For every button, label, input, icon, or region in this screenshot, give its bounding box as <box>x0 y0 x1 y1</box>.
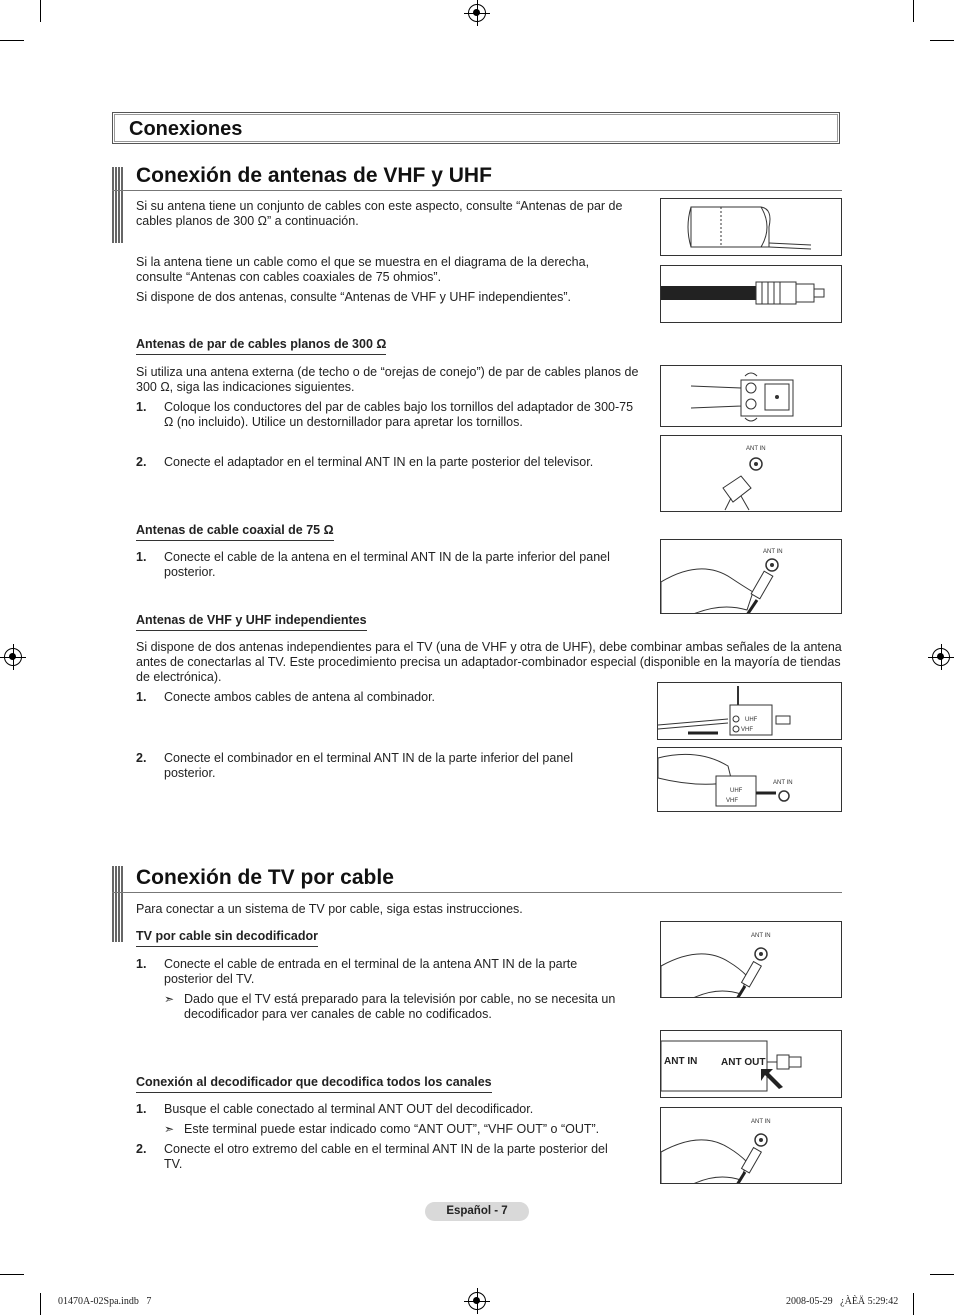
registration-mark-icon <box>4 648 22 666</box>
crop-mark <box>40 1293 41 1315</box>
crop-mark <box>913 1293 914 1315</box>
figure-adapter-ant-in <box>660 435 842 512</box>
heading-rule <box>112 190 842 191</box>
step-number: 1. <box>136 957 147 971</box>
nodec-note: Dado que el TV está preparado para la televisión por cable, no se necesita un decodificador para ver canales de cable no codificados. <box>184 992 616 1021</box>
note-arrow-icon: ➣ <box>164 1122 175 1136</box>
footer-file-info: 01470A-02Spa.indb 7 <box>58 1296 152 1307</box>
figure-combiner-ant-in <box>657 747 842 812</box>
vhf-label: VHF <box>741 727 753 733</box>
step-number: 1. <box>136 550 147 564</box>
footer-timestamp: 2008-05-29 ¿ÀÈÄ 5:29:42 <box>786 1296 899 1307</box>
ant-out-label: ANT OUT <box>721 1057 766 1068</box>
note-arrow-icon: ➣ <box>164 992 175 1006</box>
figure-decoder-cable-ant-in <box>660 1107 842 1184</box>
figure-hand-coax-ant-in <box>660 539 842 614</box>
figure-combiner <box>657 682 842 740</box>
nodec-step-1: Conecte el cable de entrada en el terminal de la antena ANT IN de la parte posterior del TV. <box>164 957 578 986</box>
crop-mark <box>40 0 41 22</box>
ant-in-label: ANT IN <box>763 549 783 555</box>
subheading-no-decoder: TV por cable sin decodificador <box>136 929 318 947</box>
crop-mark <box>930 1274 954 1275</box>
sep-intro: Si dispone de dos antenas independientes para el TV (una de VHF y otra de UHF), debe combinar ambas señales de la antena antes de conectarlas al TV. Este procedimiento precisa un adaptador-combinador especial (disponible en la mayoría de tiendas de electrónica). <box>136 640 842 684</box>
subheading-coaxial-antennas: Antenas de cable coaxial de 75 Ω <box>136 523 334 541</box>
ant-in-label: ANT IN <box>664 1056 698 1067</box>
sep-step-1: Conecte ambos cables de antena al combinador. <box>164 690 436 704</box>
heading-antennas: Conexión de antenas de VHF y UHF <box>136 164 492 187</box>
crop-mark <box>913 0 914 22</box>
step-number: 1. <box>136 400 147 414</box>
page-number-badge: Español - 7 <box>425 1202 529 1221</box>
flat-step-1: Coloque los conductores del par de cables bajo los tornillos del adaptador de 300-75 Ω (no incluido). Utilice un destornillador para apretar los tornillos. <box>164 400 634 429</box>
flat-step-2: Conecte el adaptador en el terminal ANT IN en la parte posterior del televisor. <box>164 455 594 469</box>
step-number: 2. <box>136 1142 147 1156</box>
registration-mark-icon <box>932 648 950 666</box>
ant-in-label: ANT IN <box>773 780 793 786</box>
uhf-label: UHF <box>745 717 758 723</box>
dec-note: Este terminal puede estar indicado como “ANT OUT”, “VHF OUT” o “OUT”. <box>184 1122 600 1136</box>
heading-rule <box>112 892 842 893</box>
coax-step-1: Conecte el cable de la antena en el terminal ANT IN de la parte inferior del panel posterior. <box>164 550 610 579</box>
crop-mark <box>0 40 24 41</box>
sep-step-2: Conecte el combinador en el terminal ANT IN de la parte inferior del panel posterior. <box>164 751 574 780</box>
registration-mark-icon <box>468 4 486 22</box>
cable-intro: Para conectar a un sistema de TV por cable, siga estas instrucciones. <box>136 902 523 916</box>
figure-decoder-ant-out <box>660 1030 842 1098</box>
subheading-decoder: Conexión al decodificador que decodifica todos los canales <box>136 1075 492 1093</box>
heading-bar <box>112 167 124 243</box>
intro-paragraph-2: Si la antena tiene un cable como el que se muestra en el diagrama de la derecha, consulte “Antenas con cables coaxiales de 75 ohmios”. <box>136 255 590 284</box>
figure-coaxial-cable <box>660 265 842 323</box>
intro-paragraph-3: Si dispone de dos antenas, consulte “Antenas de VHF y UHF independientes”. <box>136 290 571 304</box>
heading-cable-tv: Conexión de TV por cable <box>136 866 394 889</box>
step-number: 1. <box>136 1102 147 1116</box>
figure-twin-lead-cable <box>660 198 842 256</box>
ant-in-label: ANT IN <box>751 933 771 939</box>
figure-adapter-300-75 <box>660 365 842 427</box>
uhf-label: UHF <box>730 788 743 794</box>
intro-paragraph-1: Si su antena tiene un conjunto de cables con este aspecto, consulte “Antenas de par de cables planos de 300 Ω” a continuación. <box>136 199 623 228</box>
subheading-separate-antennas: Antenas de VHF y UHF independientes <box>136 613 367 631</box>
step-number: 1. <box>136 690 147 704</box>
heading-bar <box>112 866 124 942</box>
flat-intro: Si utiliza una antena externa (de techo o de “orejas de conejo”) de par de cables planos de 300 Ω, siga las indicaciones siguientes. <box>136 365 639 394</box>
dec-step-1: Busque el cable conectado al terminal ANT OUT del decodificador. <box>164 1102 534 1116</box>
step-number: 2. <box>136 455 147 469</box>
subheading-flat-antennas: Antenas de par de cables planos de 300 Ω <box>136 337 386 355</box>
section-header <box>112 112 840 144</box>
figure-cable-ant-in <box>660 921 842 998</box>
crop-mark <box>0 1274 24 1275</box>
dec-step-2: Conecte el otro extremo del cable en el terminal ANT IN de la parte posterior del TV. <box>164 1142 608 1171</box>
registration-mark-icon <box>468 1292 486 1310</box>
crop-mark <box>930 40 954 41</box>
step-number: 2. <box>136 751 147 765</box>
vhf-label: VHF <box>726 798 738 804</box>
section-title: Conexiones <box>129 118 243 140</box>
ant-in-label: ANT IN <box>751 1119 771 1125</box>
ant-in-label: ANT IN <box>746 446 766 452</box>
